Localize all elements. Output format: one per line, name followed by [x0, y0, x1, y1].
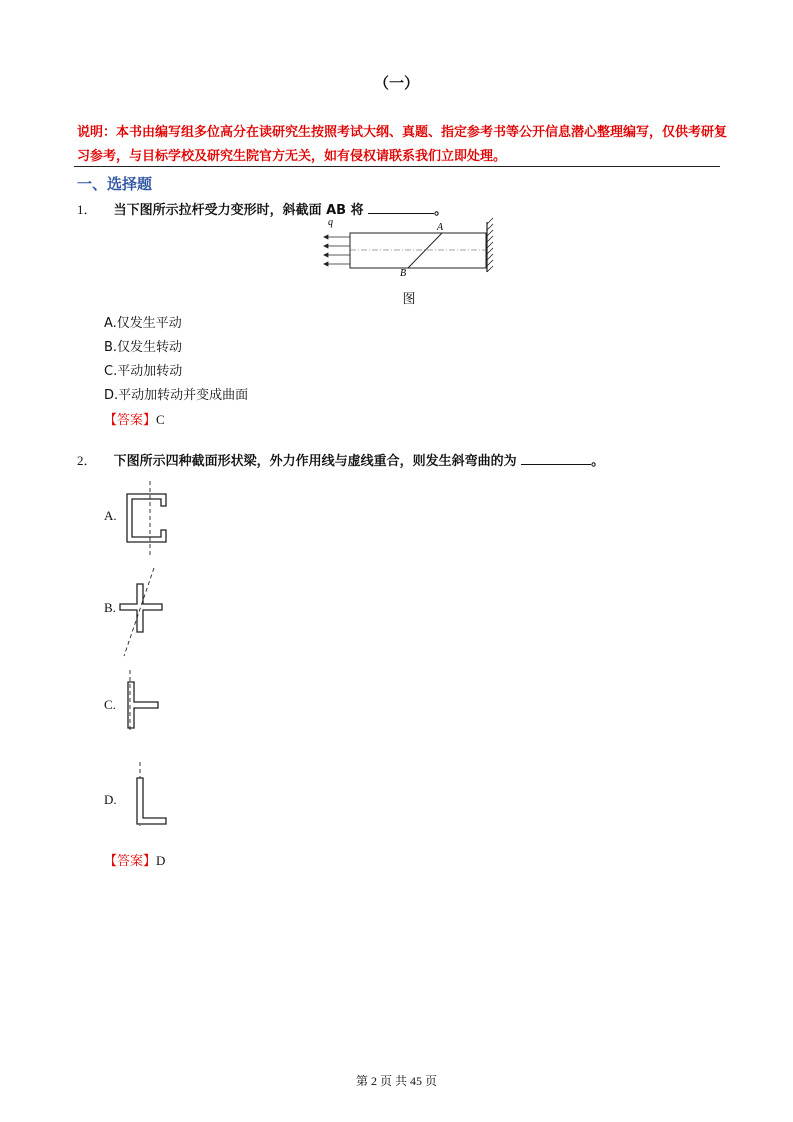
option-b[interactable]: B.仅发生转动	[104, 340, 183, 355]
answer-value: D	[156, 853, 166, 868]
question-end: 。	[591, 454, 605, 469]
question-2	[77, 450, 604, 469]
angle-section-icon[interactable]	[128, 760, 174, 832]
divider	[74, 166, 720, 167]
question-number: 2．	[77, 453, 97, 468]
oblique-section-ab	[408, 233, 442, 268]
channel-section-icon[interactable]	[118, 478, 178, 558]
answer-label: 【答案】	[104, 413, 157, 428]
load-label: q	[328, 217, 333, 228]
question-text: 下图所示四种截面形状梁，外力作用线与虚线重合，则发生斜弯曲的为	[113, 454, 517, 469]
option-c[interactable]: C.平动加转动	[104, 364, 183, 379]
point-a-label: A	[437, 222, 444, 233]
section-heading: 一、选择题	[77, 175, 153, 193]
t-section-icon[interactable]	[118, 668, 166, 734]
option-a-label[interactable]: A.	[104, 508, 117, 523]
page-number-footer: 第 2 页 共 45 页	[355, 1074, 437, 1088]
option-a[interactable]: A.仅发生平动	[104, 316, 182, 331]
answer-q1	[104, 409, 165, 428]
question-end: 。	[434, 203, 448, 218]
option-c-label[interactable]: C.	[104, 697, 116, 712]
point-b-label: B	[400, 268, 407, 278]
bar-body	[350, 233, 486, 268]
cross-section-icon[interactable]	[112, 562, 168, 658]
wall-hatching	[487, 218, 493, 272]
distributed-load-arrows	[324, 235, 350, 266]
disclaimer-notice: 说明：本书由编写组多位高分在读研究生按照考试大纲、真题、指定参考书等公开信息潜心整理编写，仅供考研复习参考，与目标学校及研究生院官方无关，如有侵权请联系我们立即处理。	[77, 125, 728, 164]
answer-q2	[104, 850, 165, 869]
option-b-label[interactable]: B.	[104, 600, 116, 615]
answer-blank	[521, 452, 591, 465]
answer-value: C	[156, 412, 165, 427]
tension-bar-figure	[318, 214, 494, 278]
figure-caption: 图	[402, 292, 416, 307]
question-number: 1．	[77, 202, 97, 217]
question-text: 当下图所示拉杆受力变形时，斜截面 AB 将	[113, 203, 364, 218]
page-title: （一）	[373, 74, 419, 92]
option-d-label[interactable]: D.	[104, 792, 117, 807]
option-d[interactable]: D.平动加转动并变成曲面	[104, 388, 249, 403]
answer-blank	[368, 201, 434, 214]
answer-label: 【答案】	[104, 854, 157, 869]
